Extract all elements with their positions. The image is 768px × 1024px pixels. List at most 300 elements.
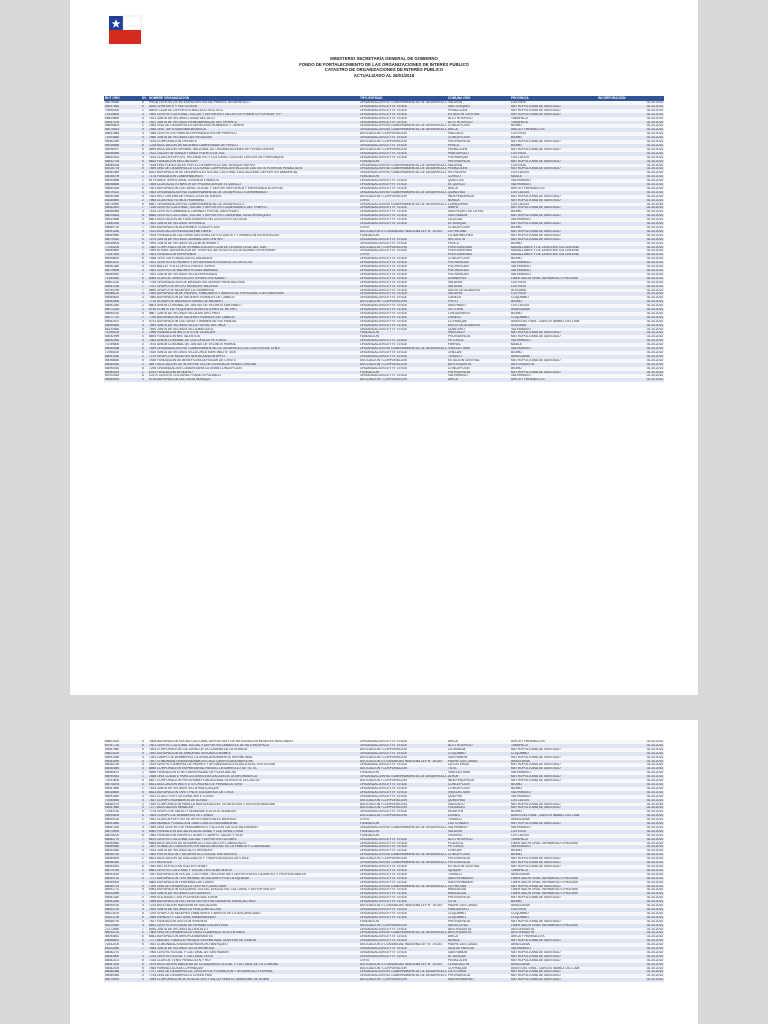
table-cell: ORGANIZACIÓN LEY N° 19.418 — [359, 296, 447, 300]
table-cell: ORGANIZACIÓN LEY N° 19.418 — [359, 136, 447, 140]
table-cell: 65255650 — [104, 199, 141, 203]
table-cell: 02-10-2014 — [597, 951, 664, 955]
table-cell: PUCHUNCAVÍ — [447, 273, 510, 277]
table-cell: METROPOLITANA DE SANTIAGO — [510, 779, 597, 783]
table-cell: ORGANIZACIÓN LEY N° 19.418 — [359, 935, 447, 939]
table-cell: 1 — [141, 771, 148, 775]
table-cell: 4 — [141, 324, 148, 328]
table-cell: 65080525 — [104, 378, 141, 382]
table-cell: 6827 CORPORACION PROGRAMA POBLACIONAL SERVICIOS LA CALETA — [148, 779, 359, 783]
table-cell: 8801 ASOCIACION DE FUNCIONARIOS NO DOCENTES LA LIGUA — [148, 218, 359, 222]
table-cell: 9 — [141, 167, 148, 171]
table-cell: METROPOLITANA DE SANTIAGO — [510, 359, 597, 363]
table-cell: 6853 AGRUPACION ARRUPLA MARIANTES — [148, 935, 359, 939]
table-cell: LIBERTADOR GRAL. BERNARDO O'HIGGINS — [510, 924, 597, 928]
table-cell: ORGANIZACIÓN LEY N° 19.418 — [359, 183, 447, 187]
table-cell: PUCHUNCAVÍ — [447, 265, 510, 269]
table-cell: 02-10-2014 — [597, 206, 664, 210]
table-cell: ORGANIZACIÓN NO GUBERNAMENTAL DE DESARROLLO — [360, 775, 447, 779]
table-cell: 02-10-2014 — [597, 304, 664, 308]
table-cell: 7521 JUNTA DE VECINOS CASAS DEL ALTO — [148, 117, 359, 121]
table-cell: 7646 ONG CENTRO DE PENSAMIENTO Y ACCION CRITICA VALPARAISO — [148, 826, 359, 830]
table-cell: ORGANIZACIÓN LEY N° 19.418 — [359, 367, 447, 371]
table-cell: 65082270 — [104, 951, 141, 955]
table-cell: 7835 FUNDACION DE BENEFICENCIA HOGAR DE CRISTO — [148, 359, 359, 363]
table-cell: VALPARAISO — [510, 791, 597, 795]
table-cell: 9 — [141, 292, 148, 296]
table-cell: ORGANIZACIÓN LEY N° 19.418 — [359, 763, 447, 767]
table-cell: ORGANIZACIÓN LEY N° 19.418 — [359, 810, 447, 814]
table-cell: 8 — [141, 912, 148, 916]
table-cell: 9 — [141, 967, 148, 971]
table-cell: 6 — [141, 779, 148, 783]
table-cell: 7893 JUNTA DE VECINOS VILLA PORTAL DEL INCA — [148, 324, 359, 328]
table-cell: 7597 AGRUPACION SOCIAL, CULTURAL, RECREATIVA Y DEPORTIVA ESTUDIANTES Y PROFESIONALES — [148, 873, 359, 877]
table-cell: SAN RAMÓN — [447, 951, 510, 955]
table-cell: COQUIMBO — [510, 752, 597, 756]
column-header-incorporacion: INCORPORACIÓN — [597, 96, 664, 101]
table-cell: 65090543 — [104, 775, 141, 779]
table-cell: SAN PABLO — [447, 304, 510, 308]
table-cell: 65075900 — [104, 830, 141, 834]
table-cell: METROPOLITANA DE SANTIAGO — [510, 199, 597, 203]
table-cell: ASOCIACIÓN / CORPORACIÓN — [359, 756, 447, 760]
table-cell: LOS RIOS — [510, 908, 597, 912]
table-cell: ORGANIZACIÓN NO GUBERNAMENTAL DE DESARROLLO — [360, 124, 447, 128]
organizations-table-continued — [104, 740, 664, 982]
table-cell: 65090850 — [104, 842, 141, 846]
table-cell: 65090130 — [104, 818, 141, 822]
table-cell: 02-10-2014 — [597, 183, 664, 187]
table-cell: 65080528 — [104, 164, 141, 168]
table-cell: 02-10-2014 — [597, 857, 664, 861]
table-cell: 02-10-2014 — [597, 148, 664, 152]
table-cell: 65120450 — [104, 328, 141, 332]
column-header-provincia: PROVINCIA — [510, 96, 597, 101]
table-cell: 65090710 — [104, 877, 141, 881]
table-cell: 65092629 — [104, 873, 141, 877]
table-cell: 65083090 — [104, 760, 141, 764]
table-cell: 7908 CENTRO SOCIAL Y CULTURAL DE SAN RAMON — [148, 951, 359, 955]
table-cell: 8895 CORPORACION EMPRESARIAL PARA EL DESARROLLO DE TIL TIL — [148, 767, 359, 771]
table-cell: ANTOFAGASTA — [510, 363, 597, 367]
table-cell: ARICA Y PARINACOTA — [510, 128, 597, 132]
table-cell: 10170 CENTRO CULTURAL PLANETA POLANCO — [148, 374, 359, 378]
table-cell: 65080530 — [104, 363, 141, 367]
table-cell: ORGANIZACIÓN NO GUBERNAMENTAL DE DESARROLLO — [360, 825, 447, 829]
table-cell: VALPARAISO — [510, 273, 597, 277]
table-cell: LOS RIOS — [510, 101, 597, 105]
table-cell: 02-10-2014 — [597, 947, 664, 951]
table-cell: 6897 ASOCIACION DE INTERPRETES DE LENGUA DE SEÑAS CHILENA — [148, 363, 359, 367]
table-cell: 02-10-2014 — [597, 908, 664, 912]
table-cell: ORGANIZACIÓN NO GUBERNAMENTAL DE DESARROLLO — [360, 884, 447, 888]
table-cell: 7614 BALLET FOLCLORICO RAICES JOVEN — [148, 265, 359, 269]
table-cell: 6963 AGRUPACION SOLIDARIA, SOCIAL, EDUCATIVA, CULTURAL Y DEPORTIVA LEY — [148, 888, 359, 892]
table-cell: COQUIMBO — [447, 916, 510, 920]
table-cell: 4 — [141, 806, 148, 810]
table-cell: 02-10-2014 — [597, 783, 664, 787]
table-cell: 3 — [141, 210, 148, 214]
table-cell: 65081330 — [104, 896, 141, 900]
table-cell: K — [141, 810, 148, 814]
table-cell: METROPOLITANA DE SANTIAGO — [510, 865, 597, 869]
table-cell: 65080931 — [104, 371, 141, 375]
table-cell: PARRAL — [447, 343, 510, 347]
table-cell: 7 — [141, 206, 148, 210]
table-cell: 1 — [141, 179, 148, 183]
table-cell: FUNDACIÓN — [359, 160, 447, 164]
table-cell: 65082360 — [104, 265, 141, 269]
table-cell: 65091770 — [104, 888, 141, 892]
table-cell: 02-10-2014 — [597, 928, 664, 932]
table-cell: K — [141, 261, 148, 265]
table-cell: 7615 CENTRO CANNABICO LAVANDO PORTAL SAN PEDRO — [148, 210, 359, 214]
table-cell: METROPOLITANA DE SANTIAGO — [510, 160, 597, 164]
table-cell: ORGANIZACIÓN LEY N° 19.418 — [359, 744, 447, 748]
table-cell: 1 — [141, 183, 148, 187]
table-cell: 02-10-2014 — [597, 273, 664, 277]
table-cell: 02-10-2014 — [597, 896, 664, 900]
table-cell: 8899 ASOCIACION GREMIAL NACIONAL DE ORGANIZACIONES DE FERIAS LIBRES — [148, 148, 359, 152]
table-cell: LA GRANJA — [447, 748, 510, 752]
table-cell: 4 — [141, 760, 148, 764]
table-cell: 02-10-2014 — [597, 787, 664, 791]
table-cell: 02-10-2014 — [597, 281, 664, 285]
table-cell: 2 — [141, 873, 148, 877]
header-line-fund: FONDO DE FORTALECIMIENTO DE LAS ORGANIZACIONES DE INTERÉS PÚBLICO — [299, 61, 469, 67]
table-cell: 02-10-2014 — [597, 888, 664, 892]
table-cell: PEÑALOLEN — [447, 167, 510, 171]
table-cell: ORGANIZACIÓN LEY N° 19.418 — [359, 343, 447, 347]
table-cell: 65082101 — [104, 959, 141, 963]
table-cell: 02-10-2014 — [597, 853, 664, 857]
table-cell: 02-10-2014 — [597, 955, 664, 959]
table-cell: 7805 CUERPO DE BOMBEROS DE CISNES — [148, 814, 359, 818]
table-cell: 65089840 — [104, 249, 141, 253]
table-cell: 7797 ONG DE DESARROLLO, CENTRO DE FORMACION Y DESARROLLO ESPIRAL — [148, 970, 359, 974]
table-cell: LOS RIOS — [510, 164, 597, 168]
table-cell: ORGANIZACIÓN NO GUBERNAMENTAL DE DESARROLLO — [360, 190, 447, 194]
table-cell: 65084620 — [104, 296, 141, 300]
table-cell: ORGANIZACIÓN LEY N° 19.418 — [359, 374, 447, 378]
document-page-1 — [70, 0, 698, 695]
table-cell: ESTACIÓN CENTRAL — [447, 865, 510, 869]
table-cell: AISEN DEL GRAL. CARLOS IBAÑEZ DEL CAM — [510, 967, 597, 971]
table-cell: 6 — [141, 253, 148, 257]
table-cell: 7688 ONG CUIDATE PARA LA DEMOCRATIZACION DE LA INFORMATICA — [148, 775, 359, 779]
table-cell: CONCEPCIÓN — [447, 853, 510, 857]
table-cell: METROPOLITANA DE SANTIAGO — [510, 775, 597, 779]
table-cell: 02-10-2014 — [597, 775, 664, 779]
table-cell: LIBERTADOR GRAL. BERNARDO O'HIGGINS — [510, 881, 597, 885]
table-cell: 8 — [141, 959, 148, 963]
table-cell: 02-10-2014 — [597, 175, 664, 179]
table-cell: K — [141, 121, 148, 125]
table-cell: 65076050 — [104, 101, 141, 105]
table-cell: 2 — [141, 331, 148, 335]
table-cell: 65062810 — [104, 206, 141, 210]
table-cell: 02-10-2014 — [597, 117, 664, 121]
table-cell: 6763 FUNDACION MI NUEVO — [148, 371, 359, 375]
table-cell: 73769800 — [104, 343, 141, 347]
table-cell: 02-10-2014 — [597, 160, 664, 164]
table-cell: BIOBÍO — [510, 136, 597, 140]
table-cell: 7800 AGRUPACION DE PADRES, FAMILIARES Y AMIGOS DE PERSONAS CON SINDROME — [148, 292, 359, 296]
table-cell: ORGANIZACIÓN LEY N° 19.418 — [359, 308, 447, 312]
table-cell: 7639 JUNTA DE VECINOS LOS GUINDOS — [148, 892, 359, 896]
table-cell: 02-10-2014 — [597, 199, 664, 203]
table-cell: 4 — [141, 877, 148, 881]
table-cell: ORGANIZACIÓN LEY N° 19.418 — [359, 892, 447, 896]
table-cell: 65090160 — [104, 367, 141, 371]
table-cell: BIOBÍO — [510, 351, 597, 355]
table-cell: TARAPACÁ — [510, 869, 597, 873]
table-cell: ASOCIACIÓN / CORPORACIÓN — [359, 300, 447, 304]
column-header-dv: DV — [142, 96, 147, 100]
table-cell: 7595 AGRUPACION ALZHEIMER CONCEPCION — [148, 226, 359, 230]
table-cell: VALPARAISO — [510, 339, 597, 343]
table-cell: MAULE — [510, 175, 597, 179]
table-cell: ARICA Y PARINACOTA — [510, 740, 597, 744]
table-cell: 65050268 — [104, 195, 141, 199]
table-cell: HUALPÉN — [447, 810, 510, 814]
table-cell: LA PINTANA — [447, 885, 510, 889]
table-cell: LLANQUIHUE — [447, 203, 510, 207]
table-cell: SAN RAMÓN — [447, 756, 510, 760]
table-cell: 7699 CORPORACION DE EDUCACION Y SALUD PARA EL SINDROME DE DOWN — [148, 978, 359, 982]
table-cell: METROPOLITANA DE SANTIAGO — [510, 222, 597, 226]
table-cell: 65092060 — [104, 339, 141, 343]
table-cell: 4 — [141, 795, 148, 799]
table-cell: ORGANIZACIÓN LEY N° 19.418 — [359, 113, 447, 117]
table-cell: LA PINTANA — [447, 230, 510, 234]
table-cell: 02-10-2014 — [597, 277, 664, 281]
table-cell: LO BARNECHEA — [447, 234, 510, 238]
table-cell: 7 — [141, 226, 148, 230]
table-cell: METROPOLITANA DE SANTIAGO — [510, 238, 597, 242]
table-cell: PUCHUNCAVÍ — [447, 261, 510, 265]
table-cell: 02-10-2014 — [597, 285, 664, 289]
table-cell: 1 — [141, 857, 148, 861]
table-cell: PEÑALOLEN — [447, 148, 510, 152]
table-cell: 02-10-2014 — [597, 179, 664, 183]
table-cell: ANTOFAGASTA — [510, 928, 597, 932]
table-cell: 02-10-2014 — [597, 214, 664, 218]
table-cell: 7629 FUNDACION CULTURAL NACIONAL DE ESTUDIOS Y FORMACION EN MODELAJE — [148, 234, 359, 238]
table-cell: 7608 CLUB ADULTO MAYOR DE PROMOCION DE EL QUISCO — [148, 183, 359, 187]
table-cell: 2 — [141, 845, 148, 849]
table-cell: 02-10-2014 — [597, 269, 664, 273]
table-cell: ARAUCANÍA — [510, 873, 597, 877]
table-cell: 65086810 — [104, 939, 141, 943]
table-cell: 65098350 — [104, 861, 141, 865]
table-cell: ORGANIZACIÓN LEY N° 19.418 — [359, 218, 447, 222]
table-cell: ORGANIZACIÓN LEY N° 19.418 — [359, 900, 447, 904]
table-cell: 9 — [141, 888, 148, 892]
table-cell: 71965100 — [104, 351, 141, 355]
table-cell: METROPOLITANA DE SANTIAGO — [510, 331, 597, 335]
table-cell: TEMUCO — [447, 355, 510, 359]
table-cell: 4 — [141, 132, 148, 136]
table-cell: ORGANIZACIÓN LEY N° 19.418 — [359, 316, 447, 320]
table-cell: 02-10-2014 — [597, 226, 664, 230]
table-cell: 02-10-2014 — [597, 128, 664, 132]
table-cell: 7656 JVVS 225 POBLACION EL ANDALIEN — [148, 257, 359, 261]
table-cell: 6821 ASOCIACION INSTITUTO CHILENO DE PERMACULTURA — [148, 783, 359, 787]
table-cell: 6 — [141, 101, 148, 105]
table-cell: METROPOLITANA DE SANTIAGO — [510, 748, 597, 752]
table-cell: ORGANIZACIÓN LEY N° 19.418 — [359, 109, 447, 113]
table-cell: 7604 CORPORACION CULTURAL DE LA COMUNA DE LA GRANJA — [148, 748, 359, 752]
table-cell: 65623100 — [104, 752, 141, 756]
table-cell: ORGANIZACIÓN LEY N° 19.418 — [359, 105, 447, 109]
table-cell: ORGANIZACIÓN LEY N° 19.418 — [359, 881, 447, 885]
table-cell: 7609 ONG DE DESARROLLO CULTURAL CORPORACION VILLA DE LAS SIETE PUERTAS PENALOLEN — [148, 167, 359, 171]
table-body-page-1 — [104, 101, 664, 382]
table-cell: 65850230 — [104, 312, 141, 316]
table-cell: LIBERTADOR GRAL. BERNARDO O'HIGGINS — [510, 877, 597, 881]
table-cell: ARAUCANÍA — [510, 308, 597, 312]
table-cell: BIOBÍO — [510, 257, 597, 261]
table-cell: ORGANIZACIÓN LEY N° 19.418 — [359, 179, 447, 183]
table-cell: LOS LAGOS — [510, 156, 597, 160]
table-cell: 02-10-2014 — [597, 105, 664, 109]
table-cell: LOS RIOS — [510, 132, 597, 136]
table-cell: 65084670 — [104, 771, 141, 775]
table-cell: METROPOLITANA DE SANTIAGO — [510, 896, 597, 900]
table-cell: 65080279 — [104, 803, 141, 807]
table-cell: LIBERTADOR GRAL. BERNARDO O'HIGGINS — [510, 892, 597, 896]
table-cell: 02-10-2014 — [597, 296, 664, 300]
table-cell: 7316 CLUB DE TENIS PENALOLEN Y RUT — [148, 959, 359, 963]
table-cell: METROPOLITANA DE SANTIAGO — [510, 939, 597, 943]
table-cell: 02-10-2014 — [597, 920, 664, 924]
table-cell: FUNDACIÓN — [359, 822, 447, 826]
table-cell: 4 — [141, 312, 148, 316]
table-cell: BIOBÍO — [510, 853, 597, 857]
table-cell: ORGANIZACIÓN NO GUBERNAMENTAL DE DESARROLLO — [360, 931, 447, 935]
table-cell: LOS RIOS — [510, 285, 597, 289]
table-cell: ORGANIZACIÓN LEY N° 19.418 — [359, 869, 447, 873]
header-line-ministry: MINISTERIO SECRETARÍA GENERAL DE GOBIERNO — [330, 56, 438, 61]
table-cell: ÑUÑOA — [447, 199, 510, 203]
table-cell: CISNES — [447, 814, 510, 818]
table-cell: 4 — [141, 339, 148, 343]
table-cell: 02-10-2014 — [597, 167, 664, 171]
table-cell: 65081390 — [104, 826, 141, 830]
table-cell: 7860 AGRUPACION DE MUJERES RURALES DE CANELA — [148, 296, 359, 300]
table-cell: 02-10-2014 — [597, 218, 664, 222]
table-cell: 4 — [141, 767, 148, 771]
table-cell: 6823 ASOCIACION DE DIALIZADOS Y TRASPLANTADOS DE CHILE — [148, 857, 359, 861]
table-cell: 6823 AGRUPACION TARTTYNOS SOLIDARIOS DE CHILE — [148, 791, 359, 795]
table-cell: ASOCIACIÓN / CORPORACIÓN — [359, 132, 447, 136]
table-cell: 7563 FUNDACION ESPIRITU, ALMA Y CUERPO, SALUD Y VIDA — [148, 834, 359, 838]
table-cell: 7277 ASOCIACION RENACER — [148, 806, 359, 810]
table-cell: ASOCIACIÓN / CORPORACIÓN — [359, 857, 447, 861]
table-cell: 7564 ONG DE DESARROLLO DERECHOS HUMANOS Y TIERRA — [148, 124, 359, 128]
table-cell: 7602 ORGANIZACION NO GUBERNAMENTAL DE DESARROLLO GERMINANDO — [148, 191, 359, 195]
table-cell: PETORCA — [447, 845, 510, 849]
table-cell: K — [141, 105, 148, 109]
table-cell: VALDIVIA — [447, 164, 510, 168]
table-cell: 75490300 — [104, 109, 141, 113]
table-cell: 02-10-2014 — [597, 140, 664, 144]
table-cell: 02-10-2014 — [597, 109, 664, 113]
table-cell: 02-10-2014 — [597, 865, 664, 869]
table-cell: 8803 UNION COMUNAL DE JUNTAS DE VECINOS SAN PABLO — [148, 304, 359, 308]
table-cell: ORGANIZACIÓN LEY N° 19.418 — [359, 838, 447, 842]
table-cell: OTRO — [359, 959, 447, 963]
table-cell: BIOBÍO — [510, 210, 597, 214]
table-cell: ORGANIZACIÓN LEY N° 19.418 — [359, 214, 447, 218]
table-cell: 2 — [141, 869, 148, 873]
table-cell: LOTA — [447, 900, 510, 904]
table-cell: BARS CLUB DE DEPORTES MALLECO ATLETICO — [148, 109, 359, 113]
table-cell: LIBERTADOR GRAL. BERNARDO O'HIGGINS — [510, 277, 597, 281]
table-cell: METROPOLITANA DE SANTIAGO — [510, 148, 597, 152]
table-cell: VALPARAISO — [447, 374, 510, 378]
table-cell: 5 — [141, 748, 148, 752]
table-cell: 02-10-2014 — [597, 238, 664, 242]
column-header-rut: RUT ORG — [104, 96, 141, 101]
table-cell: TARAPACÁ — [510, 744, 597, 748]
table-cell: ARICA Y PARINACOTA — [510, 378, 597, 382]
table-cell: K — [141, 359, 148, 363]
table-cell: 02-10-2014 — [597, 249, 664, 253]
table-cell: ORGANIZACIÓN LEY N° 19.418 — [359, 787, 447, 791]
table-cell: K — [141, 277, 148, 281]
table-cell: 6 — [141, 187, 148, 191]
table-cell: FUNDACIÓN — [359, 331, 447, 335]
table-cell: ORGANIZACIÓN LEY N° 19.418 — [359, 842, 447, 846]
table-cell: 65057860 — [104, 806, 141, 810]
table-cell: 02-10-2014 — [597, 351, 664, 355]
table-cell: 02-10-2014 — [597, 210, 664, 214]
table-cell: FUNDACIÓN — [359, 920, 447, 924]
table-cell: 3 — [141, 296, 148, 300]
table-cell: ORGANIZACIÓN LEY N° 19.418 — [359, 210, 447, 214]
table-cell: 02-10-2014 — [597, 253, 664, 257]
table-cell: 02-10-2014 — [597, 343, 664, 347]
table-cell: 7 — [141, 947, 148, 951]
table-cell: 65043720 — [104, 931, 141, 935]
table-cell: 02-10-2014 — [597, 289, 664, 293]
table-cell: PROVIDENCIA — [447, 140, 510, 144]
table-cell: 7619 CENTRO GENERAL DE PADRES Y APODERADOS ESCUELA ELECTROTECNIA — [148, 763, 359, 767]
table-cell: 65085900 — [104, 881, 141, 885]
table-cell: 65790296 — [104, 289, 141, 293]
table-cell: 7611 ASOCIACION INDIGENA KIMI LIWEN — [148, 230, 359, 234]
table-cell: CONCEPCIÓN — [447, 787, 510, 791]
table-cell: ASOCIACIÓN O COMUNIDAD INDÍGENA LEY N° 19.253 — [359, 943, 447, 947]
table-cell: ASOCIACIÓN / CORPORACIÓN — [359, 924, 447, 928]
header-line-updated: ACTUALIZADO AL 26/01/2018 — [353, 72, 415, 78]
table-cell: 65098097 — [104, 148, 141, 152]
table-cell: 2 — [141, 304, 148, 308]
table-cell: VALPARAISO — [510, 218, 597, 222]
table-cell: 9 — [141, 885, 148, 889]
table-cell: 65098820 — [104, 257, 141, 261]
table-cell: LOS LAGOS — [510, 203, 597, 207]
table-cell: ORGANIZACIÓN LEY N° 19.418 — [359, 873, 447, 877]
table-cell: 7879 ASOCIACION INDIGENA DE CIUDADANOS SOCIAL Y CULTURAL DE LA COMUNA — [148, 963, 359, 967]
table-cell: 02-10-2014 — [597, 339, 664, 343]
table-cell: 7837 CUERPO BOMBEROS DE ACHAO — [148, 799, 359, 803]
table-cell: 65079513 — [104, 128, 141, 132]
table-cell: VALPARAISO — [510, 771, 597, 775]
